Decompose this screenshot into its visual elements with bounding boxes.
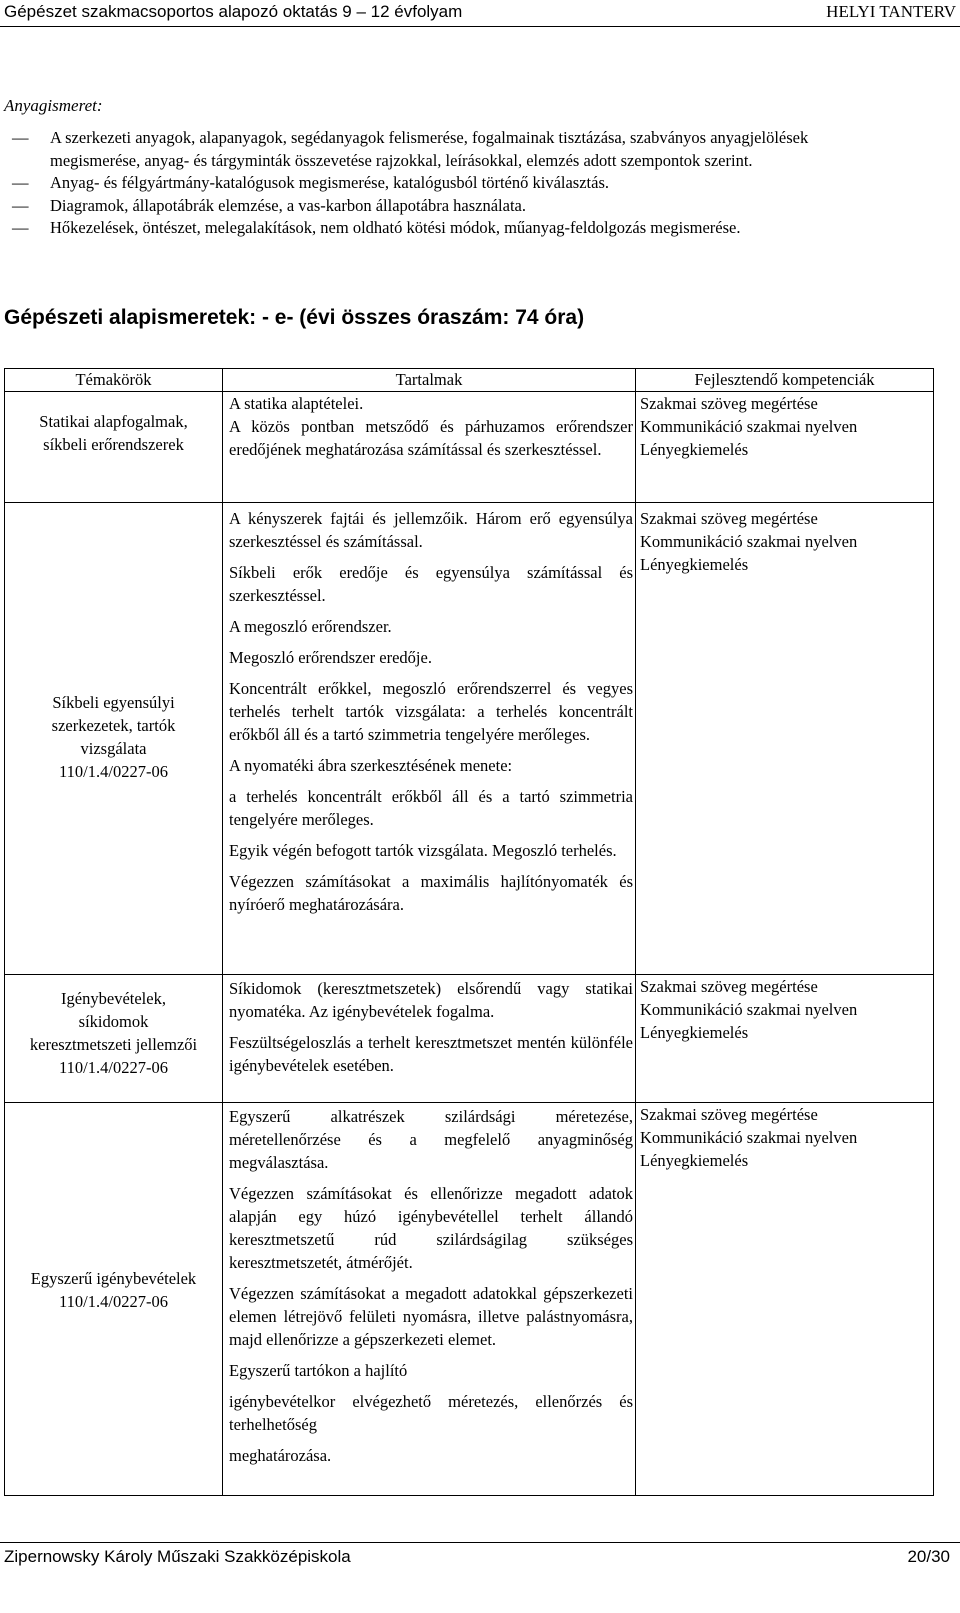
table-row xyxy=(5,503,934,975)
dash-icon: — xyxy=(12,128,29,147)
dash-icon: — xyxy=(12,173,29,192)
topic-cell: Statikai alapfogalmak, síkbeli erőrendszerek xyxy=(5,392,223,503)
competency-cell: Szakmai szöveg megértése Kommunikáció szakmai nyelven Lényegkiemelés xyxy=(636,1103,934,1496)
topic-cell: Igénybevételek, síkidomok keresztmetszeti jellemzői 110/1.4/0227-06 xyxy=(5,975,223,1103)
curriculum-table xyxy=(4,368,934,1496)
column-header-topics: Témakörök xyxy=(5,369,223,392)
competency-cell: Szakmai szöveg megértése Kommunikáció szakmai nyelven Lényegkiemelés xyxy=(636,975,934,1103)
footer-school-name: Zipernowsky Károly Műszaki Szakközépiskola xyxy=(4,1547,351,1566)
topic-cell: Egyszerű igénybevételek 110/1.4/0227-06 xyxy=(5,1103,223,1496)
page-footer xyxy=(0,1542,960,1566)
list-item: — Hőkezelések, öntészet, melegalakítások, nem oldható kötési módok, műanyag-feldolgozás megismerése. xyxy=(4,217,884,240)
header-label: HELYI TANTERV xyxy=(826,2,956,21)
competency-cell: Szakmai szöveg megértése Kommunikáció szakmai nyelven Lényegkiemelés xyxy=(636,503,934,975)
column-header-contents: Tartalmak xyxy=(223,369,636,392)
header-title: Gépészet szakmacsoportos alapozó oktatás 9 – 12 évfolyam xyxy=(4,2,463,21)
list-item: — Anyag- és félgyártmány-katalógusok megismerése, katalógusból történő kiválasztás. xyxy=(4,172,884,195)
table-header-row xyxy=(5,369,934,392)
page-header xyxy=(0,0,960,27)
topic-cell: Síkbeli egyensúlyi szerkezetek, tartók vizsgálata 110/1.4/0227-06 xyxy=(5,503,223,975)
table-row xyxy=(5,1103,934,1496)
content-cell: Egyszerű alkatrészek szilárdsági méretezése, méretellenőrzése és a megfelelő anyagminőség megválasztása. Végezzen számításokat és ellenőrizze megadott adatok alapján egy húzó igénybevétellel terhelt állandó keresztmetszetű rúd szilárdságilag szükséges keresztmetszetét, átmérőjét. Végezzen számításokat a megadott adatokkal gépszerkezeti elemen létrejövő felületi nyomásra, illetve palástnyomásra, majd ellenőrizze a gépszerkezeti elemet. Egyszerű tartókon a hajlító igénybevételkor elvégezhető méretezés, ellenőrzés és terhelhetőség meghatározása. xyxy=(223,1103,636,1496)
list-item: — Diagramok, állapotábrák elemzése, a vas-karbon állapotábra használata. xyxy=(4,195,884,218)
table-row xyxy=(5,392,934,503)
content-cell: A statika alaptételei. A közös pontban metsződő és párhuzamos erőrendszer eredőjének meghatározása számítással és szerkesztéssel. xyxy=(223,392,636,503)
material-section-title: Anyagismeret: xyxy=(4,96,103,115)
material-list xyxy=(4,127,884,240)
list-item: — A szerkezeti anyagok, alapanyagok, segédanyagok felismerése, fogalmainak tisztázása, szabványos anyagjelölések megismerése, anyag- és tárgyminták összevetése rajzokkal, leírásokkal, elemzés adott szempontok szerint. xyxy=(12,128,809,170)
content-cell: Síkidomok (keresztmetszetek) elsőrendű vagy statikai nyomatéka. Az igénybevételek fogalma. Feszültségeloszlás a terhelt keresztmetszet mentén különféle igénybevételek esetében. xyxy=(223,975,636,1103)
column-header-competencies: Fejlesztendő kompetenciák xyxy=(636,369,934,392)
section-heading: Gépészeti alapismeretek: - e- (évi összes óraszám: 74 óra) xyxy=(4,306,585,329)
page-number: 20/30 xyxy=(907,1547,950,1566)
content-cell: A kényszerek fajtái és jellemzőik. Három erő egyensúlya szerkesztéssel és számítással. Síkbeli erők eredője és egyensúlya számítással és szerkesztéssel. A megoszló erőrendszer. Megoszló erőrendszer eredője. Koncentrált erőkkel, megoszló erőrendszerrel és vegyes terhelés terhelt tartók vizsgálata: a terhelés koncentrált erőkből áll és a tartó szimmetria tengelyére merőleges. A nyomatéki ábra szerkesztésének menete: a terhelés koncentrált erőkből áll és a tartó szimmetria tengelyére merőleges. Egyik végén befogott tartók vizsgálata. Megoszló terhelés. Végezzen számításokat a maximális hajlítónyomaték és nyíróerő meghatározására. xyxy=(223,503,636,975)
dash-icon: — xyxy=(12,195,29,215)
table-row xyxy=(5,975,934,1103)
competency-cell: Szakmai szöveg megértése Kommunikáció szakmai nyelven Lényegkiemelés xyxy=(636,392,934,503)
dash-icon: — xyxy=(12,218,29,237)
